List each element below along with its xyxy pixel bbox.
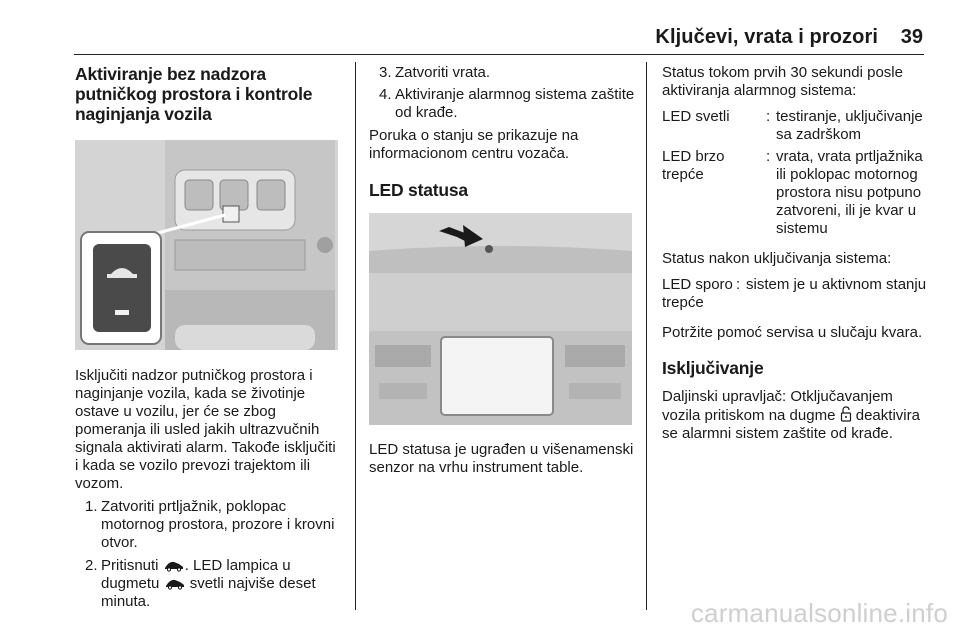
interior-console-illustration bbox=[75, 140, 338, 350]
definition-colon: : bbox=[766, 108, 771, 125]
body-paragraph: Potržite pomoć servisa u slučaju kvara. bbox=[662, 324, 923, 341]
step-number: 2. bbox=[85, 557, 98, 574]
body-paragraph: Status nakon uključivanja sistema: bbox=[662, 250, 892, 267]
step-text: Pritisnuti bbox=[101, 557, 163, 574]
step-text: Zatvoriti prtljažnik, poklopac motornog prostora, prozore i krovni otvor. bbox=[101, 498, 335, 551]
definition-term: LED brzo trepće bbox=[662, 148, 725, 183]
watermark-text: carmanualsonline.info bbox=[690, 598, 948, 628]
definition-colon: : bbox=[766, 148, 771, 165]
step-text: . LED lampica u dugmetu bbox=[101, 557, 291, 592]
body-paragraph bbox=[662, 388, 928, 443]
steps-list bbox=[369, 64, 635, 122]
section-heading: Isključivanje bbox=[662, 358, 764, 378]
definition-description: sistem je u aktivnom stanju bbox=[746, 276, 927, 293]
header-rule bbox=[74, 54, 924, 55]
step-number: 3. bbox=[379, 64, 392, 81]
definition-description: vrata, vrata prtljažnika ili poklopac motornog prostora nisu potpuno zatvoreni, ili je kvar u sistemu bbox=[776, 148, 923, 237]
column-3 bbox=[662, 64, 928, 443]
step-number: 1. bbox=[85, 498, 98, 515]
body-paragraph: Status tokom prvih 30 sekundi posle aktiviranja alarmnog sistema: bbox=[662, 64, 903, 99]
definition-colon: : bbox=[736, 276, 741, 293]
section-heading: LED statusa bbox=[369, 180, 468, 200]
step-text: Zatvoriti vrata. bbox=[395, 64, 491, 81]
step-text: svetli najviše deset minuta. bbox=[101, 575, 316, 610]
definition-row bbox=[662, 108, 928, 144]
watermark bbox=[0, 598, 960, 629]
step-number: 4. bbox=[379, 86, 392, 103]
definition-row bbox=[662, 276, 928, 312]
paragraph-text: Daljinski upravljač: Otključavanjem vozila pritiskom na dugme bbox=[662, 388, 893, 424]
definition-description: testiranje, uključivanje sa zadrškom bbox=[776, 108, 923, 143]
section-heading: Aktiviranje bez nadzora putničkog prostora i kontrole naginjanja vozila bbox=[75, 64, 313, 124]
unlock-icon bbox=[840, 406, 852, 422]
column-1 bbox=[75, 64, 343, 611]
definition-term: LED sporo trepće bbox=[662, 276, 733, 311]
header-title: Ključevi, vrata i prozori bbox=[655, 26, 878, 48]
image-caption: LED statusa je ugrađen u višenamenski senzor na vrhu instrument table. bbox=[369, 441, 634, 476]
definition-list bbox=[662, 276, 928, 312]
list-item bbox=[75, 498, 343, 552]
car-tilt-icon bbox=[163, 558, 185, 572]
column-2 bbox=[369, 64, 635, 477]
list-item bbox=[369, 64, 635, 82]
car-tilt-icon bbox=[164, 576, 186, 590]
body-paragraph: Isključiti nadzor putničkog prostora i naginjanje vozila, kada se životinje ostave u vozilu, jer će se zbog pomeranja ili usled jakih ultrazvučnih signala aktivirati alarm. Takođe isključiti i kada se vozilo prevozi trajektom ili vozom. bbox=[75, 367, 336, 492]
step-text: Aktiviranje alarmnog sistema zaštite od krađe. bbox=[395, 86, 635, 121]
definition-list bbox=[662, 108, 928, 238]
paragraph-text: deaktivira se alarmni sistem zaštite od krađe. bbox=[662, 407, 920, 442]
column-divider bbox=[355, 62, 356, 610]
definition-term: LED svetli bbox=[662, 108, 730, 125]
body-paragraph: Poruka o stanju se prikazuje na informacionom centru vozača. bbox=[369, 127, 579, 162]
dashboard-led-illustration bbox=[369, 213, 632, 425]
definition-row bbox=[662, 148, 928, 238]
page-header bbox=[0, 0, 960, 56]
page-number: 39 bbox=[900, 26, 923, 48]
list-item bbox=[369, 86, 635, 122]
steps-list bbox=[75, 498, 343, 611]
column-divider bbox=[646, 62, 647, 610]
